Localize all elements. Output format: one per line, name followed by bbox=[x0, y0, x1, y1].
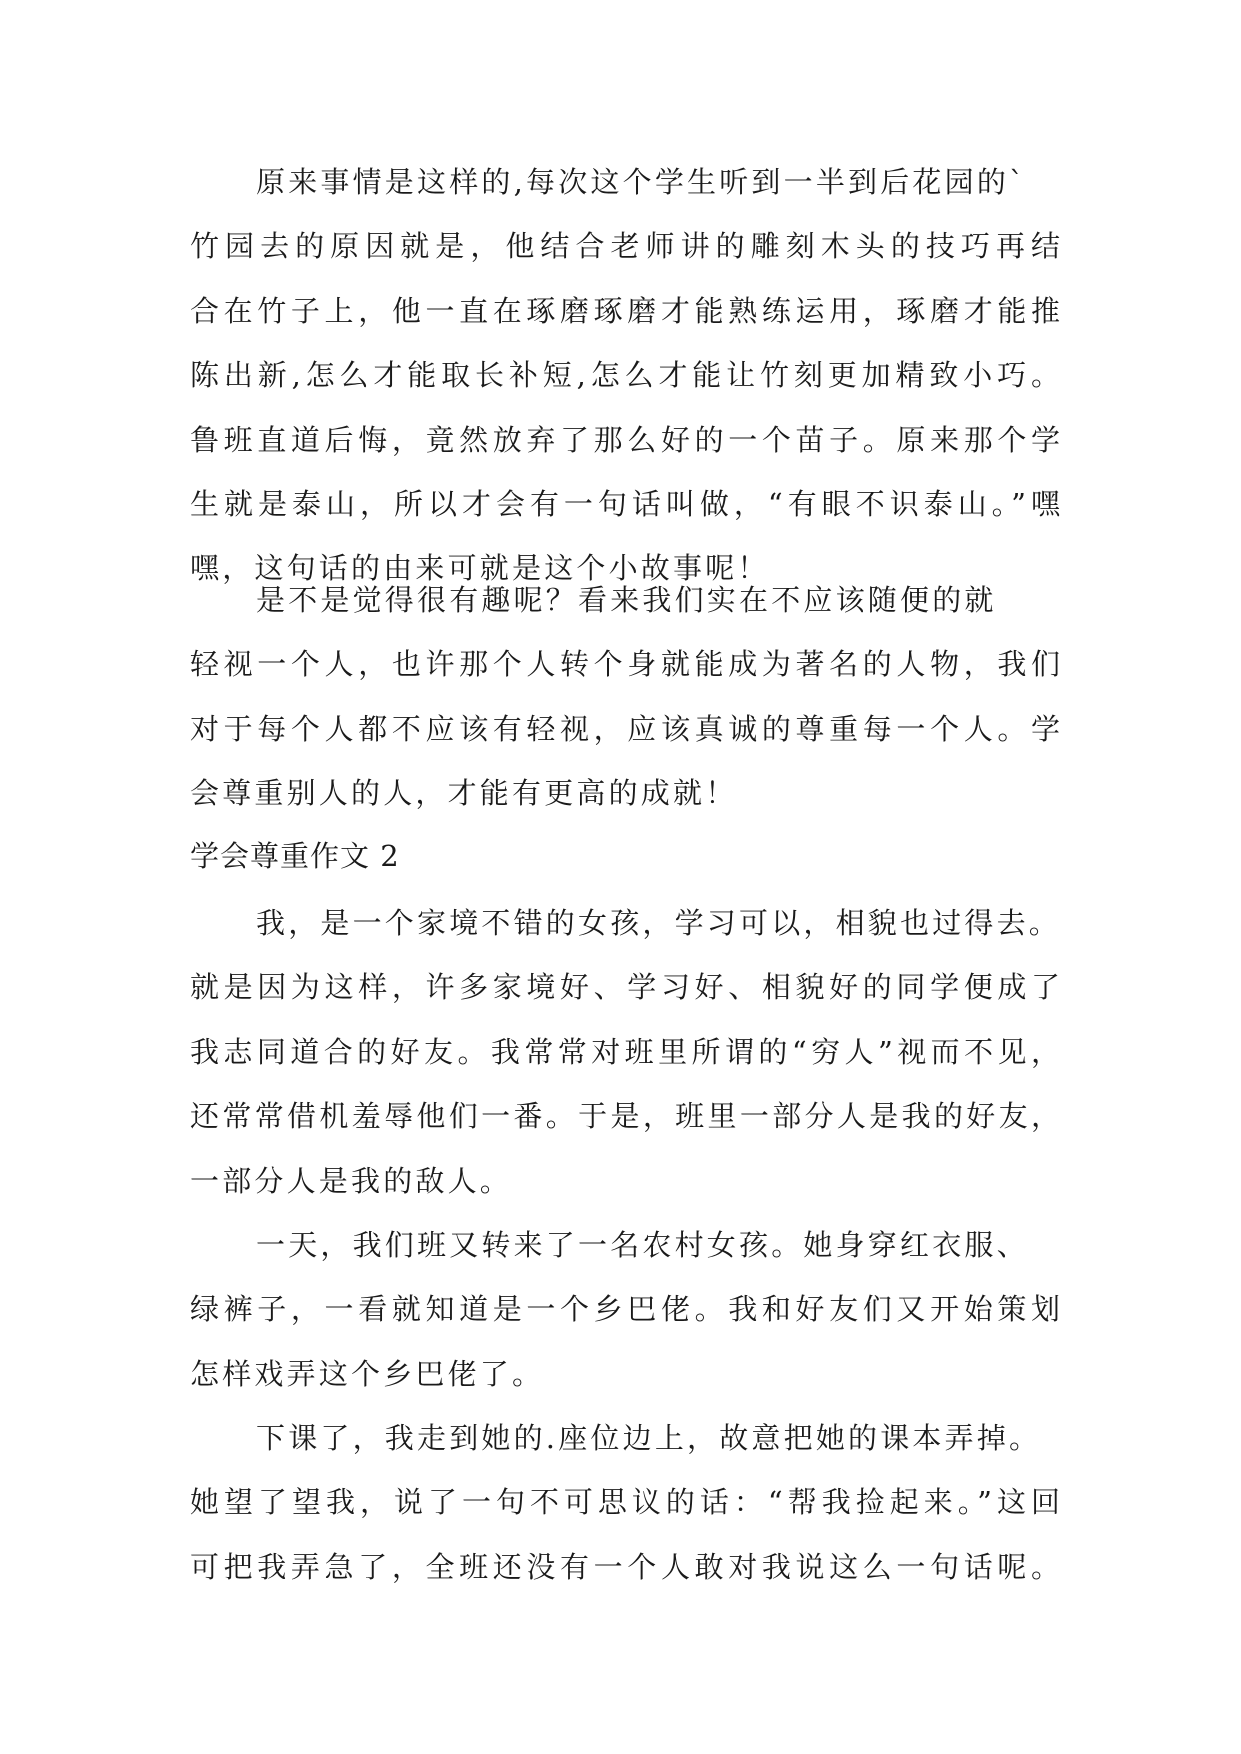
paragraph-5 bbox=[190, 1406, 1060, 1599]
paragraph-line: 轻视一个人，也许那个人转个身就能成为著名的人物，我们 bbox=[190, 647, 1060, 682]
paragraph-line: 她望了望我，说了一句不可思议的话：“帮我捡起来。”这回 bbox=[190, 1485, 1060, 1520]
paragraph-line: 绿裤子，一看就知道是一个乡巴佬。我和好友们又开始策划 bbox=[190, 1292, 1060, 1327]
paragraph-line: 怎样戏弄这个乡巴佬了。 bbox=[190, 1356, 545, 1391]
paragraph-line: 原来事情是这样的,每次这个学生听到一半到后花园的` bbox=[256, 165, 1027, 199]
paragraph-line: 我，是一个家境不错的女孩，学习可以，相貌也过得去。 bbox=[256, 906, 1062, 940]
paragraph-line: 还常常借机羞辱他们一番。于是，班里一部分人是我的好友， bbox=[190, 1099, 1060, 1134]
paragraph-4 bbox=[190, 1213, 1060, 1406]
paragraph-line: 一部分人是我的敌人。 bbox=[190, 1163, 513, 1198]
paragraph-line: 下课了，我走到她的.座位边上，故意把她的课本弄掉。 bbox=[256, 1421, 1042, 1455]
paragraph-line: 可把我弄急了，全班还没有一个人敢对我说这么一句话呢。 bbox=[190, 1549, 1060, 1584]
paragraph-line: 生就是泰山，所以才会有一句话叫做，“有眼不识泰山。”嘿 bbox=[190, 487, 1060, 522]
section-heading: 学会尊重作文 2 bbox=[190, 839, 400, 873]
paragraph-line: 对于每个人都不应该有轻视，应该真诚的尊重每一个人。学 bbox=[190, 711, 1060, 746]
paragraph-line: 是不是觉得很有趣呢？看来我们实在不应该随便的就 bbox=[256, 583, 997, 617]
paragraph-line: 鲁班直道后悔，竟然放弃了那么好的一个苗子。原来那个学 bbox=[190, 422, 1060, 457]
paragraph-line: 竹园去的原因就是，他结合老师讲的雕刻木头的技巧再结 bbox=[190, 229, 1060, 264]
paragraph-2 bbox=[190, 568, 1060, 826]
paragraph-line: 一天，我们班又转来了一名农村女孩。她身穿红衣服、 bbox=[256, 1228, 1029, 1262]
paragraph-line: 我志同道合的好友。我常常对班里所谓的“穷人”视而不见， bbox=[190, 1034, 1060, 1069]
paragraph-line: 陈出新,怎么才能取长补短,怎么才能让竹刻更加精致小巧。 bbox=[190, 358, 1060, 393]
paragraph-line: 合在竹子上，他一直在琢磨琢磨才能熟练运用，琢磨才能推 bbox=[190, 293, 1060, 328]
paragraph-line: 嘿，这句话的由来可就是这个小故事呢！ bbox=[190, 551, 770, 586]
paragraph-line: 就是因为这样，许多家境好、学习好、相貌好的同学便成了 bbox=[190, 970, 1060, 1005]
paragraph-1 bbox=[190, 150, 1060, 601]
paragraph-3 bbox=[190, 891, 1060, 1213]
paragraph-line: 会尊重别人的人，才能有更高的成就！ bbox=[190, 776, 738, 811]
